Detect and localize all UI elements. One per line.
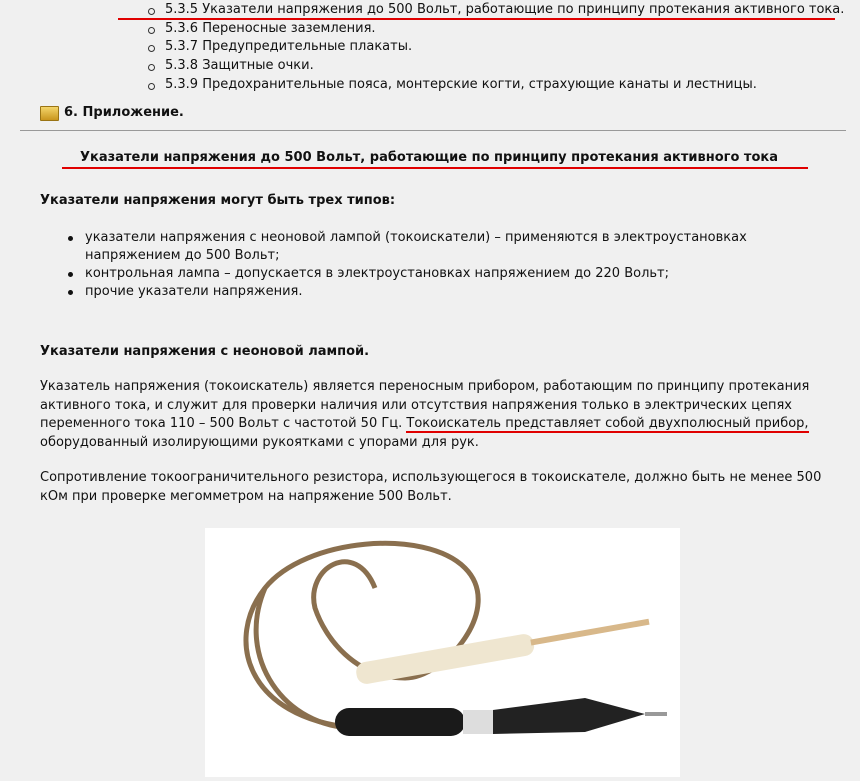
paragraph	[40, 378, 830, 452]
toc-link[interactable]: 5.3.6 Переносные заземления.	[165, 20, 376, 36]
types-heading: Указатели напряжения могут быть трех типов:	[40, 193, 396, 208]
toc-link[interactable]: 5.3.5 Указатели напряжения до 500 Вольт, работающие по принципу протекания активного тока.	[165, 2, 845, 17]
list-item-text: прочие указатели напряжения.	[85, 284, 303, 299]
text: оборудованный изолирующими рукоятками с упорами для рук.	[40, 434, 479, 450]
divider	[20, 130, 846, 131]
toc-link[interactable]: 5.3.9 Предохранительные пояса, монтерские когти, страхующие канаты и лестницы.	[165, 76, 757, 92]
list-item-text: контрольная лампа – допускается в электроустановках напряжением до 220 Вольт;	[85, 266, 670, 281]
underlined-text: Токоискатель представляет собой двухполюсный прибор,	[406, 416, 809, 431]
neon-heading: Указатели напряжения с неоновой лампой.	[40, 344, 370, 359]
types-list	[68, 229, 768, 301]
article-title: Указатели напряжения до 500 Вольт, работающие по принципу протекания активного тока	[80, 150, 778, 165]
list-item	[68, 283, 768, 301]
red-underline-annotation	[62, 167, 808, 169]
text: Указатель напряжения (токоискатель) является переносным прибором, работающим по принципу протекания активного тока, и служит для проверки наличия или отсутствия напряжения только в электрических цепях переменного тока 110 – 500 Вольт с частотой 50 Гц.	[40, 379, 810, 431]
list-item	[68, 229, 768, 265]
toc-section[interactable]: 6. Приложение.	[64, 105, 184, 120]
paragraph: Сопротивление токоограничительного резистора, использующегося в токоискателе, должно быть не менее 500 кОм при проверке мегомметром на напряжение 500 Вольт.	[40, 470, 822, 504]
red-underline-annotation	[118, 18, 835, 20]
toc-link[interactable]: 5.3.8 Защитные очки.	[165, 58, 314, 74]
voltage-tester-photo	[205, 528, 680, 777]
list-item	[68, 265, 768, 283]
list-item-text: указатели напряжения с неоновой лампой (токоискатели) – применяются в электроустановках напряжением до 500 Вольт;	[85, 230, 747, 263]
toc-link[interactable]: 5.3.7 Предупредительные плакаты.	[165, 39, 413, 55]
folder-icon	[40, 106, 59, 121]
